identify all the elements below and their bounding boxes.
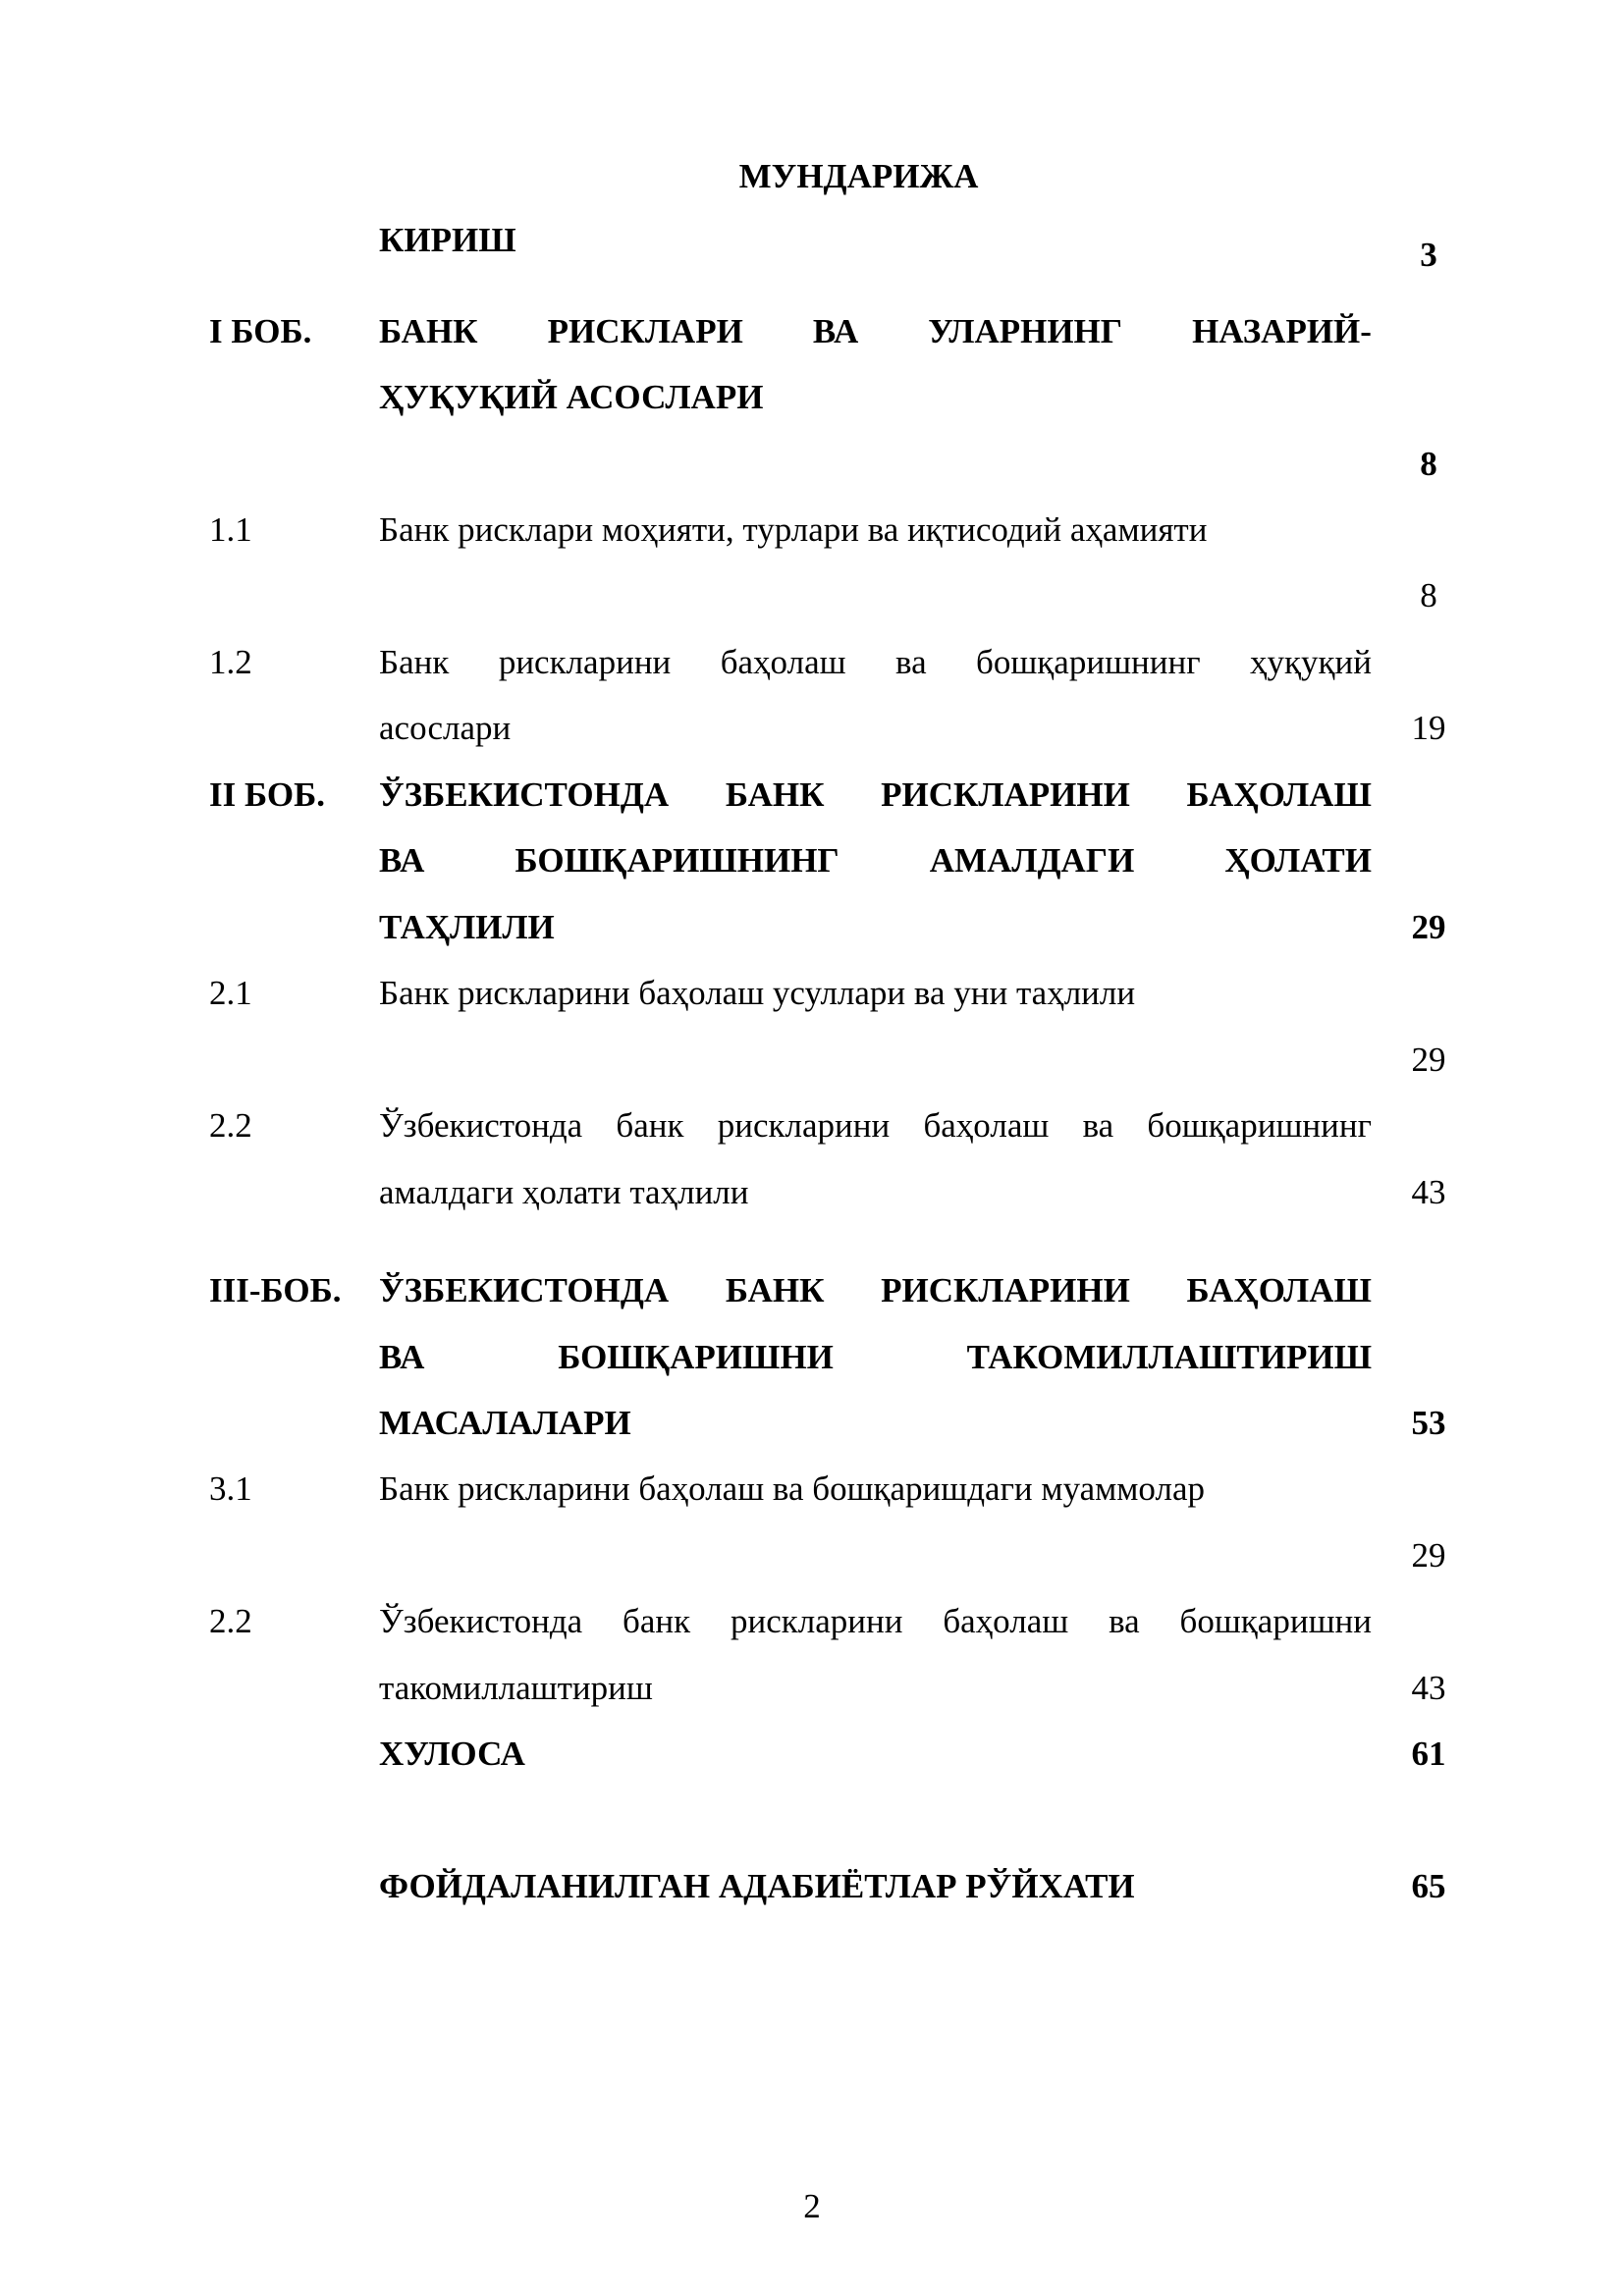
chapter1-title-line1 bbox=[379, 312, 1372, 351]
word: ВА bbox=[379, 1338, 425, 1376]
word: банк bbox=[623, 1602, 691, 1640]
section-2-1-page: 29 bbox=[1411, 1041, 1446, 1079]
chapter2-title-line1 bbox=[379, 775, 1372, 815]
word: БАНК bbox=[725, 1271, 825, 1309]
word: РИСКЛАРИ bbox=[547, 312, 743, 350]
word: РИСКЛАРИНИ bbox=[881, 1271, 1130, 1309]
section-2-1-title: Банк рискларини баҳолаш усуллари ва уни таҳлили bbox=[379, 974, 1136, 1012]
section-3-1-number: 3.1 bbox=[209, 1469, 252, 1508]
word: рискларини bbox=[731, 1602, 903, 1640]
toc-conclusion-label: ХУЛОСА bbox=[379, 1735, 525, 1773]
word: БАҲОЛАШ bbox=[1186, 775, 1372, 814]
word: ВА bbox=[812, 312, 859, 350]
word: ва bbox=[1109, 1602, 1140, 1640]
word: УЛАРНИНГ bbox=[928, 312, 1123, 350]
toc-title: МУНДАРИЖА bbox=[738, 157, 979, 195]
section-2-1-number: 2.1 bbox=[209, 974, 252, 1012]
word: баҳолаш bbox=[923, 1106, 1050, 1145]
word: ва bbox=[895, 643, 927, 681]
word: БАНК bbox=[725, 775, 825, 814]
section-2-2-title-line2: амалдаги ҳолати таҳлили bbox=[379, 1173, 749, 1211]
word: баҳолаш bbox=[720, 643, 846, 681]
word: БАҲОЛАШ bbox=[1186, 1271, 1372, 1309]
section-3-2-page: 43 bbox=[1411, 1669, 1446, 1707]
section-1-2-title-line1 bbox=[379, 643, 1372, 682]
word: банк bbox=[616, 1106, 684, 1145]
toc-intro-page: 3 bbox=[1420, 236, 1437, 274]
word: ва bbox=[1082, 1106, 1114, 1145]
page-number: 2 bbox=[803, 2187, 821, 2225]
word: рискларини bbox=[717, 1106, 891, 1145]
section-1-2-title-line2: асослари bbox=[379, 709, 512, 747]
word: ВА bbox=[379, 841, 425, 880]
chapter3-title-line3: МАСАЛАЛАРИ bbox=[379, 1404, 631, 1442]
word: Ўзбекистонда bbox=[379, 1602, 583, 1640]
word: Ўзбекистонда bbox=[379, 1106, 583, 1145]
chapter2-page: 29 bbox=[1411, 908, 1446, 946]
chapter3-title-line1 bbox=[379, 1271, 1372, 1310]
word: РИСКЛАРИНИ bbox=[881, 775, 1130, 814]
word: бошқаришнинг bbox=[1147, 1106, 1372, 1145]
toc-conclusion-page: 61 bbox=[1411, 1735, 1446, 1773]
section-1-2-page: 19 bbox=[1411, 709, 1446, 747]
word: бошқаришни bbox=[1179, 1602, 1372, 1640]
chapter2-title-line3: ТАҲЛИЛИ bbox=[379, 908, 555, 946]
word: ТАКОМИЛЛАШТИРИШ bbox=[966, 1338, 1372, 1376]
section-2-2-title-line1 bbox=[379, 1106, 1372, 1146]
section-3-2-number: 2.2 bbox=[209, 1602, 252, 1640]
section-3-2-title-line2: такомиллаштириш bbox=[379, 1669, 653, 1707]
chapter3-number: III-БОБ. bbox=[209, 1271, 342, 1309]
chapter1-title-line2: ҲУҚУҚИЙ АСОСЛАРИ bbox=[379, 378, 764, 416]
section-1-1-number: 1.1 bbox=[209, 510, 252, 549]
word: ЎЗБЕКИСТОНДА bbox=[379, 775, 670, 814]
chapter1-page: 8 bbox=[1420, 445, 1437, 483]
word: ҲОЛАТИ bbox=[1224, 841, 1372, 880]
section-1-1-title: Банк рисклари моҳияти, турлари ва иқтисодий аҳамияти bbox=[379, 510, 1208, 549]
word: бошқаришнинг bbox=[976, 643, 1201, 681]
word: БОШҚАРИШНИНГ bbox=[514, 841, 839, 880]
chapter3-title-line2 bbox=[379, 1338, 1372, 1377]
word: баҳолаш bbox=[943, 1602, 1069, 1640]
word: Банк bbox=[379, 643, 450, 681]
word: БАНК bbox=[379, 312, 478, 350]
section-1-2-number: 1.2 bbox=[209, 643, 252, 681]
chapter2-title-line2 bbox=[379, 841, 1372, 881]
toc-intro-label: КИРИШ bbox=[379, 221, 516, 259]
word: рискларини bbox=[498, 643, 672, 681]
word: НАЗАРИЙ- bbox=[1192, 312, 1372, 350]
section-2-2-page: 43 bbox=[1411, 1173, 1446, 1211]
word: ЎЗБЕКИСТОНДА bbox=[379, 1271, 670, 1309]
section-3-2-title-line1 bbox=[379, 1602, 1372, 1641]
section-3-1-page: 29 bbox=[1411, 1536, 1446, 1575]
chapter3-page: 53 bbox=[1411, 1404, 1446, 1442]
chapter2-number: II БОБ. bbox=[209, 775, 326, 814]
section-1-1-page: 8 bbox=[1420, 576, 1437, 614]
toc-references-page: 65 bbox=[1411, 1867, 1446, 1905]
toc-references-label: ФОЙДАЛАНИЛГАН АДАБИЁТЛАР РЎЙХАТИ bbox=[379, 1867, 1135, 1905]
word: АМАЛДАГИ bbox=[929, 841, 1135, 880]
word: БОШҚАРИШНИ bbox=[558, 1338, 834, 1376]
chapter1-number: I БОБ. bbox=[209, 312, 312, 350]
section-2-2-number: 2.2 bbox=[209, 1106, 252, 1145]
word: ҳуқуқий bbox=[1250, 643, 1372, 681]
section-3-1-title: Банк рискларини баҳолаш ва бошқаришдаги муаммолар bbox=[379, 1469, 1205, 1508]
